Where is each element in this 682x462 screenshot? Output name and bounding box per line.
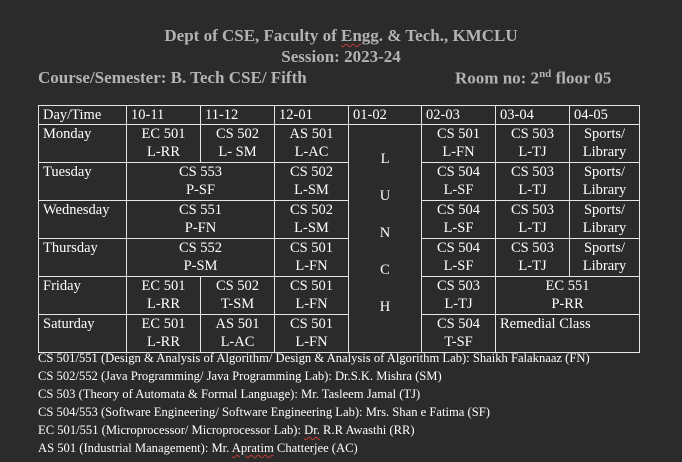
col-header: 04-05 [570, 106, 640, 125]
slot-cell: EC 501 L-RR [127, 315, 201, 353]
slot-cell: CS 501 L-FN [275, 315, 349, 353]
table-row [39, 315, 640, 353]
spell-check-word: Engg [340, 26, 379, 45]
header-row [39, 106, 640, 125]
spell-check-word: Apratim [231, 441, 274, 455]
slot-cell: CS 504 L-SF [422, 201, 496, 239]
legend-item: CS 503 (Theory of Automata & Formal Language): Mr. Tasleem Jamal (TJ) [38, 387, 421, 401]
table-row [39, 163, 640, 201]
day-cell: Saturday [39, 315, 127, 353]
slot-cell: Sports/ Library [570, 125, 640, 163]
slot-cell: CS 504 T-SF [422, 315, 496, 353]
slot-cell: EC 501 L-RR [127, 277, 201, 315]
slot-cell: CS 502 L- SM [201, 125, 275, 163]
col-header: 01-02 [349, 106, 422, 125]
slot-cell: AS 501 L-AC [201, 315, 275, 353]
col-header: 02-03 [422, 106, 496, 125]
slot-cell: CS 551 P-FN [127, 201, 275, 239]
day-cell: Monday [39, 125, 127, 163]
slot-cell: CS 503 L-TJ [422, 277, 496, 315]
slot-cell: CS 501 L-FN [275, 277, 349, 315]
slot-cell: CS 502 L-SM [275, 163, 349, 201]
slot-cell: CS 503 L-TJ [496, 201, 570, 239]
legend-item: CS 502/552 (Java Programming/ Java Programming Lab): Dr.S.K. Mishra (SM) [38, 369, 442, 383]
legend-item: CS 501/551 (Design & Analysis of Algorithm/ Design & Analysis of Algorithm Lab): Shaikh Falaknaaz (FN) [38, 351, 590, 365]
legend-item: AS 501 (Industrial Management): Mr. Apratim Chatterjee (AC) [38, 441, 358, 455]
table-row [39, 277, 640, 315]
slot-cell: Sports/ Library [570, 163, 640, 201]
table-row [39, 125, 640, 163]
legend-item: CS 504/553 (Software Engineering/ Software Engineering Lab): Mrs. Shan e Fatima (SF) [38, 405, 490, 419]
slot-cell: EC 551 P-RR [496, 277, 640, 315]
slot-cell: CS 552 P-SM [127, 239, 275, 277]
spell-check-word: Dr. [304, 423, 320, 437]
day-cell: Friday [39, 277, 127, 315]
timetable [38, 105, 640, 353]
col-header: 12-01 [275, 106, 349, 125]
slot-cell: CS 502 L-SM [275, 201, 349, 239]
slot-cell: AS 501 L-AC [275, 125, 349, 163]
col-header: 10-11 [127, 106, 201, 125]
legend-item: EC 501/551 (Microprocessor/ Microprocessor Lab): Dr. R.R Awasthi (RR) [38, 423, 415, 437]
slot-cell: Sports/ Library [570, 239, 640, 277]
day-cell: Thursday [39, 239, 127, 277]
course-semester: Course/Semester: B. Tech CSE/ Fifth [38, 68, 307, 87]
table-row [39, 239, 640, 277]
day-cell: Tuesday [39, 163, 127, 201]
slot-cell: EC 501 L-RR [127, 125, 201, 163]
day-cell: Wednesday [39, 201, 127, 239]
session-title: Session: 2023-24 [281, 47, 401, 66]
col-header: 11-12 [201, 106, 275, 125]
slot-cell: CS 501 L-FN [422, 125, 496, 163]
slot-cell: CS 502 T-SM [201, 277, 275, 315]
col-header: Day/Time [39, 106, 127, 125]
dept-title: Dept of CSE, Faculty of Engg. & Tech., KMCLU [164, 26, 518, 45]
slot-cell: CS 553 P-SF [127, 163, 275, 201]
faculty-legend [38, 349, 590, 457]
slot-cell: CS 504 L-SF [422, 163, 496, 201]
room-number: Room no: 2nd floor 05 [455, 68, 612, 88]
table-row [39, 201, 640, 239]
slot-cell: CS 503 L-TJ [496, 163, 570, 201]
slot-cell: CS 503 L-TJ [496, 239, 570, 277]
slot-cell: CS 504 L-SF [422, 239, 496, 277]
slot-cell: CS 501 L-FN [275, 239, 349, 277]
slot-cell: Remedial Class [496, 315, 640, 353]
slot-cell: Sports/ Library [570, 201, 640, 239]
slot-cell: CS 503 L-TJ [496, 125, 570, 163]
col-header: 03-04 [496, 106, 570, 125]
lunch-break: L U N C H [349, 125, 422, 353]
